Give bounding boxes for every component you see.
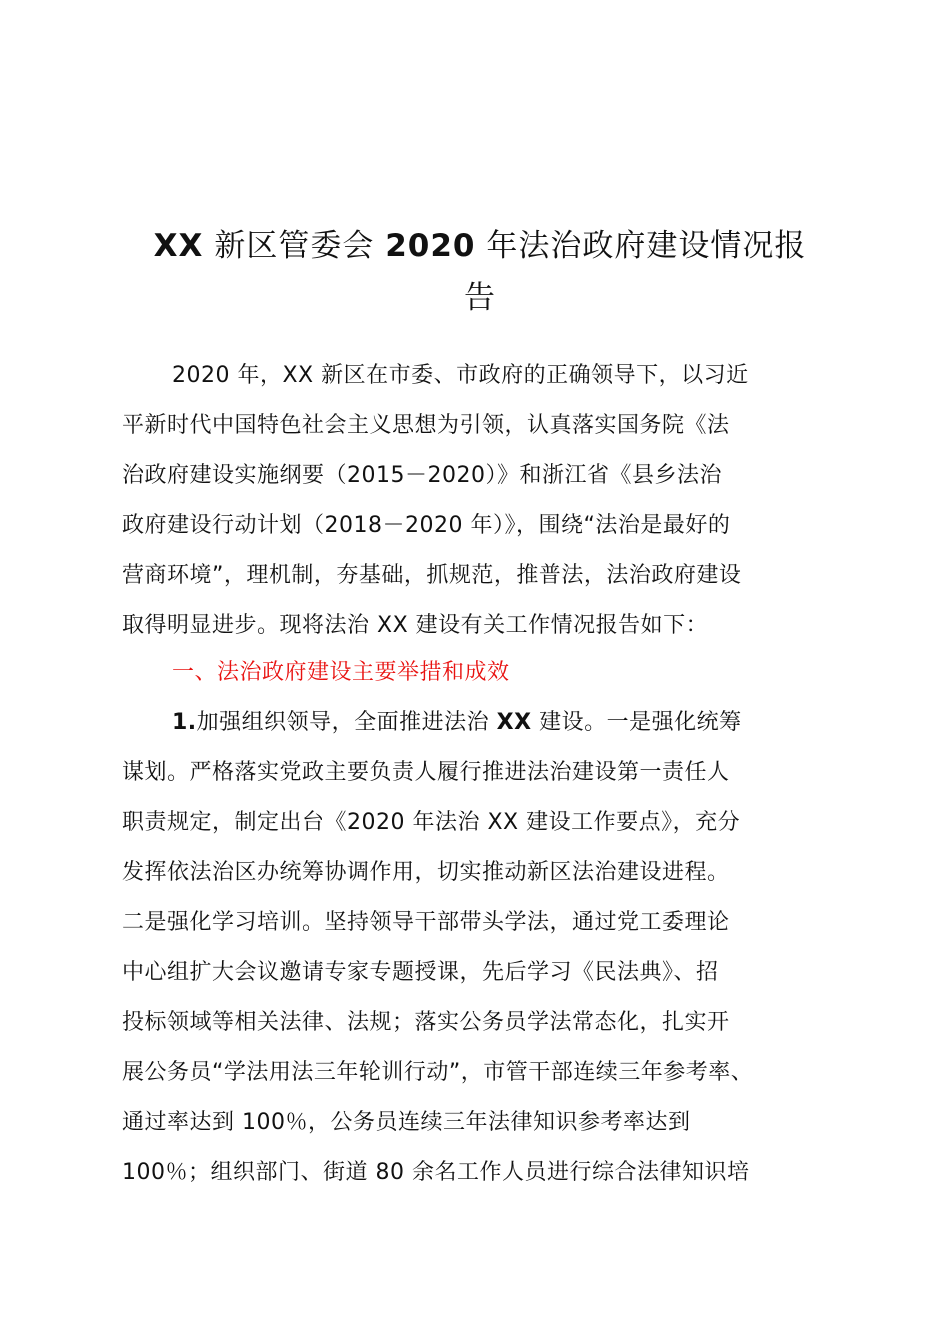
body-line: 投标领域等相关法律、法规；落实公务员学法常态化，扎实开 [122, 1010, 730, 1035]
body-line: 100％；组织部门、街道 80 余名工作人员进行综合法律知识培 [122, 1160, 750, 1185]
intro-line: 2020 年，XX 新区在市委、市政府的正确领导下，以习近 [172, 363, 749, 388]
title-part: 年法治政府建设情况报 [475, 228, 807, 264]
item-lead-text: 建设。一是强化统筹 [531, 710, 742, 735]
intro-line: 政府建设行动计划（2018－2020 年）》，围绕“法治是最好的 [122, 513, 731, 538]
body-line: 中心组扩大会议邀请专家专题授课，先后学习《民法典》、招 [122, 960, 719, 985]
title-part: 新区管委会 [203, 228, 386, 264]
item-lead-line [172, 698, 842, 748]
title-year: 2020 [385, 228, 476, 264]
intro-line: 平新时代中国特色社会主义思想为引领，认真落实国务院《法 [122, 413, 730, 438]
body-line: 展公务员“学法用法三年轮训行动”，市管干部连续三年参考率、 [122, 1060, 754, 1085]
item-lead-text: 加强组织领导，全面推进法治 [196, 710, 497, 735]
intro-line: 取得明显进步。现将法治 XX 建设有关工作情况报告如下： [122, 613, 709, 638]
body-line: 通过率达到 100％，公务员连续三年法律知识参考率达到 [122, 1110, 691, 1135]
document-title-continued: 告 [464, 280, 496, 316]
body-line: 发挥依法治区办统筹协调作用，切实推动新区法治建设进程。 [122, 860, 730, 885]
item-lead-xx: XX [496, 710, 532, 735]
section-heading: 一、法治政府建设主要举措和成效 [172, 660, 510, 685]
intro-line: 营商环境”，理机制，夯基础，抓规范，推普法，法治政府建设 [122, 563, 742, 588]
body-line: 二是强化学习培训。坚持领导干部带头学法，通过党工委理论 [122, 910, 730, 935]
item-number: 1. [172, 710, 197, 735]
intro-line: 治政府建设实施纲要（2015－2020）》和浙江省《县乡法治 [122, 463, 722, 488]
body-line: 谋划。严格落实党政主要负责人履行推进法治建设第一责任人 [122, 760, 730, 785]
body-line: 职责规定，制定出台《2020 年法治 XX 建设工作要点》，充分 [122, 810, 741, 835]
document-title [100, 221, 860, 271]
title-xx: XX [153, 228, 204, 264]
